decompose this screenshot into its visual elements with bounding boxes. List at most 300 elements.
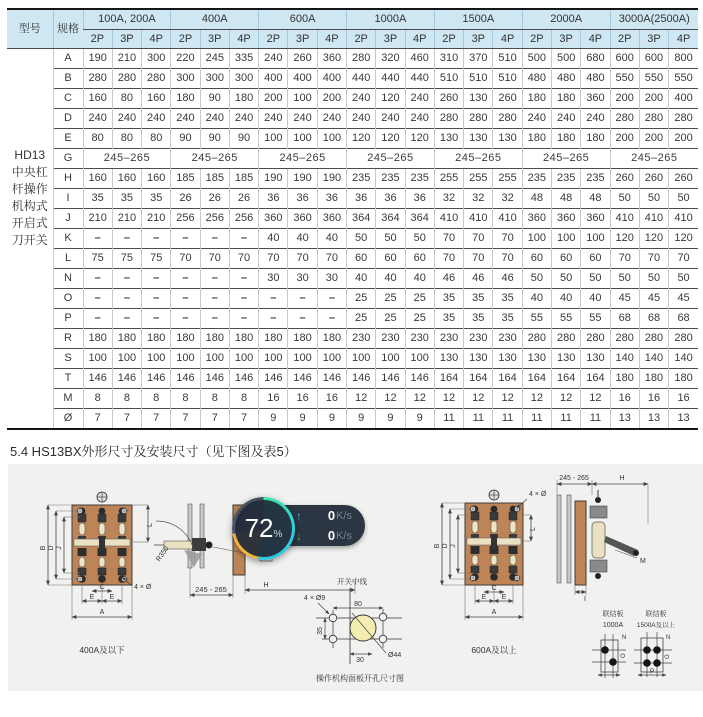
value-cell: 100: [112, 349, 141, 369]
value-cell: 45: [639, 289, 668, 309]
value-cell: –: [229, 309, 258, 329]
value-cell: 8: [112, 389, 141, 409]
value-cell: 90: [200, 129, 229, 149]
spec-row-label: L: [53, 249, 83, 269]
value-cell: 11: [552, 409, 581, 430]
value-cell: 46: [434, 269, 463, 289]
svg-text:4 × Ø9: 4 × Ø9: [304, 595, 326, 602]
value-cell: 200: [639, 129, 668, 149]
table-header: [7, 9, 698, 49]
value-cell: –: [142, 229, 171, 249]
value-cell: 280: [522, 329, 551, 349]
value-cell: 280: [347, 49, 376, 69]
value-cell: 146: [171, 369, 200, 389]
pole-count-header: 4P: [581, 30, 610, 49]
value-cell: 70: [669, 249, 698, 269]
merged-value-cell: 245–265: [522, 149, 610, 169]
table-row: [7, 129, 698, 149]
value-cell: 460: [405, 49, 434, 69]
pole-count-header: 2P: [434, 30, 463, 49]
value-cell: 25: [376, 309, 405, 329]
pole-count-header: 3P: [376, 30, 405, 49]
value-cell: 240: [259, 49, 288, 69]
value-cell: 55: [522, 309, 551, 329]
value-cell: 70: [288, 249, 317, 269]
value-cell: 400: [259, 69, 288, 89]
value-cell: 40: [376, 269, 405, 289]
value-cell: 80: [112, 129, 141, 149]
value-cell: 12: [464, 389, 493, 409]
value-cell: 280: [669, 329, 698, 349]
value-cell: 240: [347, 89, 376, 109]
spec-row-label: C: [53, 89, 83, 109]
svg-text:30: 30: [356, 657, 364, 664]
value-cell: 480: [581, 69, 610, 89]
value-cell: 130: [522, 349, 551, 369]
value-cell: 235: [347, 169, 376, 189]
value-cell: 240: [171, 109, 200, 129]
value-cell: –: [229, 269, 258, 289]
value-cell: 50: [581, 269, 610, 289]
value-cell: 70: [464, 229, 493, 249]
value-cell: 510: [493, 49, 522, 69]
value-cell: 40: [405, 269, 434, 289]
value-cell: 8: [83, 389, 112, 409]
value-cell: 280: [493, 109, 522, 129]
value-cell: 320: [376, 49, 405, 69]
value-cell: 240: [259, 109, 288, 129]
value-cell: 164: [552, 369, 581, 389]
table-row: [7, 389, 698, 409]
connection-plate-1500a: [634, 609, 676, 677]
value-cell: 210: [112, 209, 141, 229]
value-cell: 45: [610, 289, 639, 309]
value-cell: 100: [376, 349, 405, 369]
value-cell: 32: [434, 189, 463, 209]
value-cell: 230: [493, 329, 522, 349]
value-cell: 48: [552, 189, 581, 209]
value-cell: 180: [639, 369, 668, 389]
value-cell: 180: [317, 329, 346, 349]
svg-text:M: M: [640, 558, 646, 565]
pole-count-header: 2P: [610, 30, 639, 49]
caption-panel-cutout: 操作机构面板开孔尺寸图: [316, 674, 404, 683]
value-cell: 120: [405, 129, 434, 149]
value-cell: 100: [259, 349, 288, 369]
value-cell: 100: [259, 129, 288, 149]
svg-text:J: J: [450, 544, 457, 548]
download-speed-value: 0: [327, 528, 336, 543]
value-cell: 200: [259, 89, 288, 109]
value-cell: 100: [171, 349, 200, 369]
value-cell: 200: [669, 129, 698, 149]
download-arrow-icon: ↓: [296, 528, 302, 543]
value-cell: 100: [522, 229, 551, 249]
value-cell: 12: [522, 389, 551, 409]
technical-drawings: [8, 464, 703, 691]
value-cell: 180: [522, 129, 551, 149]
value-cell: 75: [142, 249, 171, 269]
value-cell: 100: [288, 349, 317, 369]
value-cell: 280: [83, 69, 112, 89]
value-cell: 180: [288, 329, 317, 349]
table-body: [7, 49, 698, 430]
value-cell: 9: [317, 409, 346, 430]
value-cell: 16: [669, 389, 698, 409]
value-cell: 245: [200, 49, 229, 69]
value-cell: 13: [610, 409, 639, 430]
pole-count-header: 4P: [317, 30, 346, 49]
value-cell: 146: [83, 369, 112, 389]
spec-row-label: A: [53, 49, 83, 69]
value-cell: 16: [317, 389, 346, 409]
value-cell: 32: [493, 189, 522, 209]
value-cell: 180: [171, 89, 200, 109]
download-speed-unit: K/s: [336, 529, 352, 542]
value-cell: 16: [259, 389, 288, 409]
pole-count-header: 3P: [464, 30, 493, 49]
caption-400a: 400A及以下: [79, 645, 125, 655]
current-rating-group-header: 600A: [259, 9, 347, 30]
value-cell: 190: [83, 49, 112, 69]
merged-value-cell: 245–265: [171, 149, 259, 169]
merged-value-cell: 245–265: [259, 149, 347, 169]
value-cell: 50: [639, 189, 668, 209]
value-cell: 55: [581, 309, 610, 329]
pole-count-header: 4P: [493, 30, 522, 49]
front-view-400a: [40, 492, 154, 655]
pole-count-header: 3P: [639, 30, 668, 49]
svg-text:A: A: [99, 609, 105, 616]
progress-circle-widget[interactable]: [232, 497, 295, 560]
table-row: [7, 409, 698, 430]
value-cell: 240: [112, 109, 141, 129]
value-cell: 440: [376, 69, 405, 89]
drawings-panel: [8, 464, 703, 691]
value-cell: 9: [288, 409, 317, 430]
value-cell: 364: [376, 209, 405, 229]
value-cell: 230: [464, 329, 493, 349]
value-cell: 100: [347, 349, 376, 369]
value-cell: 35: [464, 289, 493, 309]
value-cell: 40: [317, 229, 346, 249]
value-cell: 30: [288, 269, 317, 289]
value-cell: 36: [259, 189, 288, 209]
value-cell: 400: [669, 89, 698, 109]
table-row: [7, 229, 698, 249]
value-cell: 100: [229, 349, 258, 369]
spec-row-label: H: [53, 169, 83, 189]
pole-count-header: 2P: [522, 30, 551, 49]
value-cell: 35: [142, 189, 171, 209]
svg-text:245 - 265: 245 - 265: [559, 475, 589, 482]
value-cell: 400: [317, 69, 346, 89]
pole-count-header: 2P: [171, 30, 200, 49]
value-cell: 130: [434, 349, 463, 369]
value-cell: 240: [522, 109, 551, 129]
value-cell: 190: [259, 169, 288, 189]
svg-text:E: E: [89, 594, 95, 601]
svg-text:O: O: [621, 653, 627, 658]
value-cell: 46: [464, 269, 493, 289]
value-cell: 180: [669, 369, 698, 389]
value-cell: 120: [376, 129, 405, 149]
value-cell: 164: [434, 369, 463, 389]
dimension-table: [7, 8, 698, 430]
value-cell: 12: [434, 389, 463, 409]
value-cell: 280: [142, 69, 171, 89]
value-cell: 146: [112, 369, 141, 389]
value-cell: 12: [376, 389, 405, 409]
value-cell: 140: [669, 349, 698, 369]
value-cell: 146: [229, 369, 258, 389]
table-row: [7, 329, 698, 349]
value-cell: –: [112, 269, 141, 289]
value-cell: –: [200, 269, 229, 289]
value-cell: 90: [200, 89, 229, 109]
value-cell: 68: [639, 309, 668, 329]
value-cell: 410: [434, 209, 463, 229]
section-heading: 5.4 HS13BX外形尺寸及安装尺寸（见下图及表5）: [10, 444, 297, 459]
current-rating-group-header: 400A: [171, 9, 259, 30]
value-cell: 7: [229, 409, 258, 430]
value-cell: 600: [639, 49, 668, 69]
value-cell: 8: [229, 389, 258, 409]
value-cell: 50: [522, 269, 551, 289]
value-cell: 800: [669, 49, 698, 69]
value-cell: 36: [317, 189, 346, 209]
value-cell: 50: [669, 269, 698, 289]
value-cell: 35: [464, 309, 493, 329]
value-cell: 45: [669, 289, 698, 309]
value-cell: 50: [376, 229, 405, 249]
svg-text:A: A: [491, 609, 497, 616]
value-cell: 25: [405, 309, 434, 329]
value-cell: 26: [229, 189, 258, 209]
value-cell: 480: [552, 69, 581, 89]
value-cell: 550: [610, 69, 639, 89]
value-cell: 240: [581, 109, 610, 129]
value-cell: 70: [259, 249, 288, 269]
value-cell: 60: [376, 249, 405, 269]
value-cell: 36: [288, 189, 317, 209]
value-cell: 146: [317, 369, 346, 389]
svg-text:B: B: [434, 543, 441, 549]
value-cell: 9: [259, 409, 288, 430]
value-cell: 25: [376, 289, 405, 309]
value-cell: –: [200, 229, 229, 249]
value-cell: 70: [434, 249, 463, 269]
svg-text:L: L: [530, 527, 537, 531]
current-rating-group-header: 1000A: [347, 9, 435, 30]
value-cell: 70: [434, 229, 463, 249]
value-cell: 120: [669, 229, 698, 249]
value-cell: 360: [522, 209, 551, 229]
value-cell: 280: [581, 329, 610, 349]
svg-text:联结板: 联结板: [602, 611, 624, 618]
value-cell: 280: [669, 109, 698, 129]
value-cell: –: [259, 289, 288, 309]
value-cell: 300: [171, 69, 200, 89]
value-cell: 100: [83, 349, 112, 369]
svg-text:C: C: [491, 585, 497, 592]
value-cell: 180: [552, 89, 581, 109]
value-cell: 164: [464, 369, 493, 389]
value-cell: 210: [83, 209, 112, 229]
value-cell: 70: [493, 249, 522, 269]
svg-text:Ø44: Ø44: [388, 652, 402, 659]
value-cell: 146: [376, 369, 405, 389]
pole-count-header: 3P: [112, 30, 141, 49]
value-cell: 260: [288, 49, 317, 69]
spec-row-label: T: [53, 369, 83, 389]
value-cell: 240: [376, 109, 405, 129]
progress-percent: 72: [244, 513, 274, 543]
value-cell: 40: [581, 289, 610, 309]
value-cell: 70: [229, 249, 258, 269]
value-cell: 410: [669, 209, 698, 229]
value-cell: 210: [142, 209, 171, 229]
spec-row-label: M: [53, 389, 83, 409]
value-cell: 260: [639, 169, 668, 189]
value-cell: 40: [288, 229, 317, 249]
value-cell: 40: [259, 229, 288, 249]
spec-row-label: B: [53, 69, 83, 89]
value-cell: 550: [669, 69, 698, 89]
upload-arrow-icon: ↑: [296, 508, 302, 523]
value-cell: 7: [83, 409, 112, 430]
spec-row-label: G: [53, 149, 83, 169]
svg-text:C: C: [99, 584, 105, 591]
value-cell: 90: [229, 129, 258, 149]
value-cell: 11: [493, 409, 522, 430]
value-cell: 364: [405, 209, 434, 229]
progress-circle-face: [235, 500, 292, 557]
value-cell: 13: [639, 409, 668, 430]
value-cell: 240: [405, 109, 434, 129]
pole-count-header: 2P: [259, 30, 288, 49]
svg-text:1500A及以上: 1500A及以上: [636, 622, 676, 629]
value-cell: 130: [434, 129, 463, 149]
value-cell: 180: [112, 329, 141, 349]
table-row: [7, 189, 698, 209]
current-rating-group-header: 2000A: [522, 9, 610, 30]
value-cell: 120: [376, 89, 405, 109]
value-cell: 370: [464, 49, 493, 69]
value-cell: 70: [317, 249, 346, 269]
value-cell: 300: [142, 49, 171, 69]
svg-text:E: E: [501, 594, 507, 601]
value-cell: 12: [405, 389, 434, 409]
value-cell: 300: [200, 69, 229, 89]
spec-row-label: S: [53, 349, 83, 369]
value-cell: 440: [405, 69, 434, 89]
value-cell: 8: [200, 389, 229, 409]
value-cell: 235: [581, 169, 610, 189]
value-cell: 60: [581, 249, 610, 269]
value-cell: 50: [639, 269, 668, 289]
value-cell: –: [83, 269, 112, 289]
value-cell: 280: [552, 329, 581, 349]
table-row: [7, 369, 698, 389]
value-cell: 11: [434, 409, 463, 430]
value-cell: 40: [522, 289, 551, 309]
value-cell: 100: [142, 349, 171, 369]
svg-text:245 - 265: 245 - 265: [195, 585, 227, 594]
value-cell: 130: [464, 89, 493, 109]
value-cell: –: [112, 229, 141, 249]
merged-value-cell: 245–265: [347, 149, 435, 169]
value-cell: 80: [112, 89, 141, 109]
value-cell: 180: [200, 329, 229, 349]
value-cell: 180: [259, 329, 288, 349]
svg-text:P: P: [649, 668, 655, 675]
value-cell: 410: [610, 209, 639, 229]
value-cell: 164: [581, 369, 610, 389]
value-cell: 35: [493, 289, 522, 309]
value-cell: 550: [639, 69, 668, 89]
model-column-header: 型号: [7, 9, 53, 49]
value-cell: 410: [464, 209, 493, 229]
value-cell: 360: [288, 209, 317, 229]
value-cell: 50: [552, 269, 581, 289]
spec-row-label: E: [53, 129, 83, 149]
value-cell: 36: [376, 189, 405, 209]
value-cell: 46: [493, 269, 522, 289]
value-cell: 13: [669, 409, 698, 430]
current-rating-group-header: 1500A: [434, 9, 522, 30]
value-cell: 200: [639, 89, 668, 109]
value-cell: 240: [83, 109, 112, 129]
value-cell: 360: [317, 209, 346, 229]
value-cell: 510: [493, 69, 522, 89]
value-cell: 240: [347, 109, 376, 129]
value-cell: 360: [552, 209, 581, 229]
value-cell: 25: [347, 289, 376, 309]
table-row: [7, 249, 698, 269]
value-cell: 120: [347, 129, 376, 149]
upload-speed-unit: K/s: [336, 509, 352, 522]
value-cell: 230: [347, 329, 376, 349]
pole-count-header: 3P: [552, 30, 581, 49]
value-cell: –: [171, 289, 200, 309]
value-cell: 255: [464, 169, 493, 189]
value-cell: 75: [83, 249, 112, 269]
value-cell: 26: [171, 189, 200, 209]
value-cell: 35: [83, 189, 112, 209]
value-cell: 140: [639, 349, 668, 369]
value-cell: 310: [434, 49, 463, 69]
svg-text:35: 35: [317, 627, 324, 635]
value-cell: 30: [259, 269, 288, 289]
value-cell: 280: [610, 109, 639, 129]
value-cell: 50: [610, 269, 639, 289]
value-cell: –: [171, 269, 200, 289]
value-cell: 60: [552, 249, 581, 269]
value-cell: 240: [229, 109, 258, 129]
value-cell: 12: [493, 389, 522, 409]
svg-text:E: E: [481, 594, 487, 601]
value-cell: 440: [347, 69, 376, 89]
value-cell: 146: [200, 369, 229, 389]
value-cell: 360: [259, 209, 288, 229]
value-cell: –: [317, 309, 346, 329]
value-cell: 180: [581, 129, 610, 149]
svg-text:E: E: [109, 594, 115, 601]
model-name-cell: HD13 中央杠 杆操作 机构式 开启式 刀开关: [7, 49, 53, 430]
spec-row-label: N: [53, 269, 83, 289]
value-cell: 510: [434, 69, 463, 89]
